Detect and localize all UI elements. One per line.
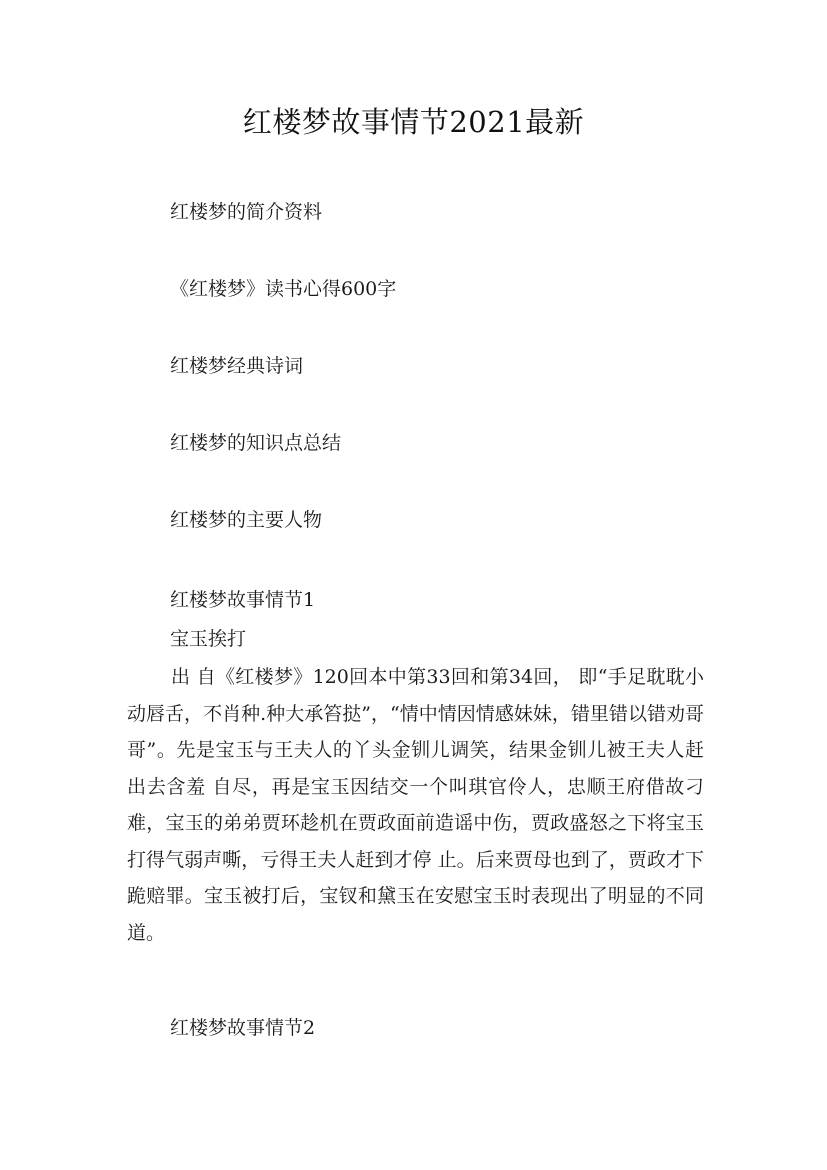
section-heading-2: 红楼梦故事情节2 — [170, 1017, 316, 1039]
toc-item-main-characters: 红楼梦的主要人物 — [170, 509, 323, 531]
section-body-1: 出 自《红楼梦》120回本中第33回和第34回， 即“手足耽耽小动唇舌，不肖种.种大承笞挞”，“情中情因情感妹妹，错里错以错劝哥哥”。先是宝玉与王夫人的丫头金钏儿调笑，结果金钏儿被王夫人赶出去含羞 自尽，再是宝玉因结交一个叫琪官伶人，忠顺王府借故刁难，宝玉的弟弟贾环趁机在贾政面前造谣中伤，贾政盛怒之下将宝玉打得气弱声嘶，亏得王夫人赶到才停 止。后来贾母也到了，贾政才下跪赔罪。宝玉被打后，宝钗和黛玉在安慰宝玉时表现出了明显的不同道。 — [127, 666, 704, 944]
toc-item-reading-notes: 《红楼梦》读书心得600字 — [170, 278, 397, 300]
page-title: 红楼梦故事情节2021最新 — [242, 105, 585, 139]
toc-item-knowledge-summary: 红楼梦的知识点总结 — [170, 432, 342, 454]
toc-item-classic-poems: 红楼梦经典诗词 — [170, 355, 304, 377]
section-heading-1: 红楼梦故事情节1 — [170, 589, 316, 611]
section-subheading-1: 宝玉挨打 — [170, 628, 247, 650]
table-of-contents — [170, 192, 396, 577]
toc-item-intro: 红楼梦的简介资料 — [170, 201, 323, 223]
